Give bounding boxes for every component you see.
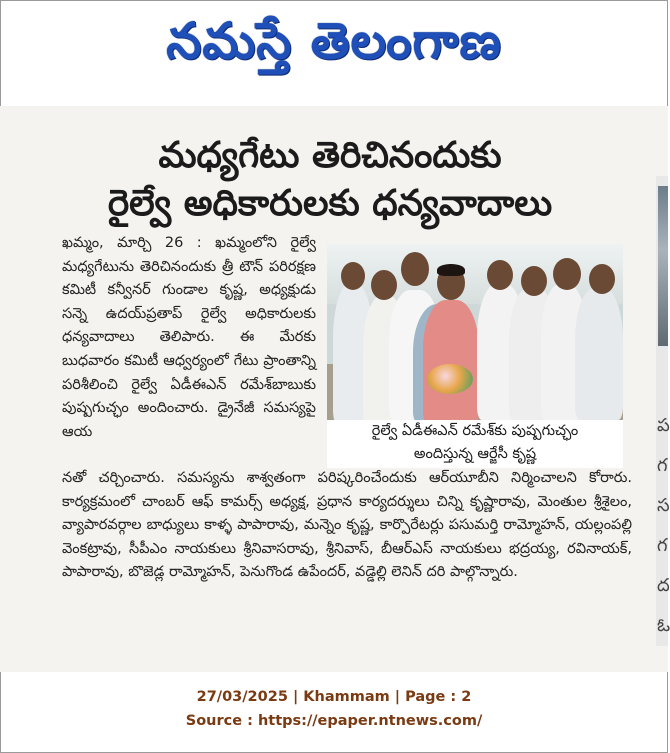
photo-person-head (521, 266, 547, 296)
photo-caption-line-1: రైల్వే ఏడీఈఎన్ రమేశ్‌కు పుష్పగుచ్ఛం (371, 423, 579, 439)
footer-source: Source : https://epaper.ntnews.com/ (185, 713, 483, 729)
news-photo (327, 244, 623, 420)
photo-person-hair (437, 264, 465, 276)
photo-person-head (553, 258, 581, 290)
article-body-full-width: నతో చర్చించారు. సమస్యను శాశ్వతంగా పరిష్కరించేందుకు ఆర్‌యూబీని నిర్మించాలని కోరారు. కార్యక్రమంలో చాంబర్ ఆఫ్ కామర్స్ అధ్యక్ష, ప్రధాన కార్యదర్శులు చిన్ని కృష్ణారావు, మెంతుల శ్రీశైలం, వ్యాపారవర్గాల బాధ్యులు కాళ్ళ పాపారావు, మన్నెం కృష్ణ, కార్పొరేటర్లు పసుమర్తి రామ్మోహన్, యల్లంపల్లి వెంకట్రావు, సీపీఎం నాయకులు శ్రీనివాసరావు, శ్రీనివాస్, బీఆర్ఎస్ నాయకులు భద్రయ్య, రవినాయక్, పాపారావు, బొజెడ్ల రామ్మోహన్, పెనుగొండ ఉపేందర్, వడ్డెల్లి లెనిన్ దరి పాల్గొన్నారు. (62, 470, 632, 581)
adjacent-photo-edge (658, 186, 668, 346)
photo-caption (327, 420, 623, 468)
news-clipping (0, 106, 668, 672)
photo-person-head (589, 264, 615, 294)
photo-person-head (401, 252, 429, 286)
photo-person (423, 300, 479, 424)
bouquet (427, 364, 473, 394)
photo-caption-line-2: అందిస్తున్న ఆర్జేసీ కృష్ణ (413, 446, 537, 462)
headline-line-2: రైల్వే అధికారులకు ధన్యవాదాలు (107, 183, 553, 224)
photo-person (575, 288, 623, 420)
headline-line-1: మధ్యగేటు తెరిచినందుకు (158, 135, 502, 176)
photo-person-head (371, 270, 397, 300)
photo-person-head (341, 262, 365, 290)
adjacent-text-edge: ప గ స గ ద ఓ (657, 415, 670, 636)
footer-edition-info: 27/03/2025 | Khammam | Page : 2 (196, 689, 472, 705)
newspaper-masthead: నమస్తే తెలంగాణ (166, 12, 502, 70)
photo-person-head (487, 260, 513, 290)
article-body-column: ఖమ్మం, మార్చి 26 : ఖమ్మంలోని రైల్వే మధ్యగేటును తెరిచినందుకు త్రీ టౌన్ పరిరక్షణ కమిటీ కన్వీనర్ గుండాల కృష్ణ, అధ్యక్షుడు సన్నె ఉదయ్‌ప్రతాప్ రైల్వే అధికారులకు ధన్యవాదాలు తెలిపారు. ఈ మేరకు బుధవారం కమిటీ ఆధ్వర్యంలో గేటు ప్రాంతాన్ని పరిశీలించి రైల్వే ఏడీఈఎన్ రమేశ్‌బాబుకు పుష్పగుచ్ఛం అందించారు. డ్రైనేజీ సమస్యపై ఆయ (62, 235, 316, 440)
